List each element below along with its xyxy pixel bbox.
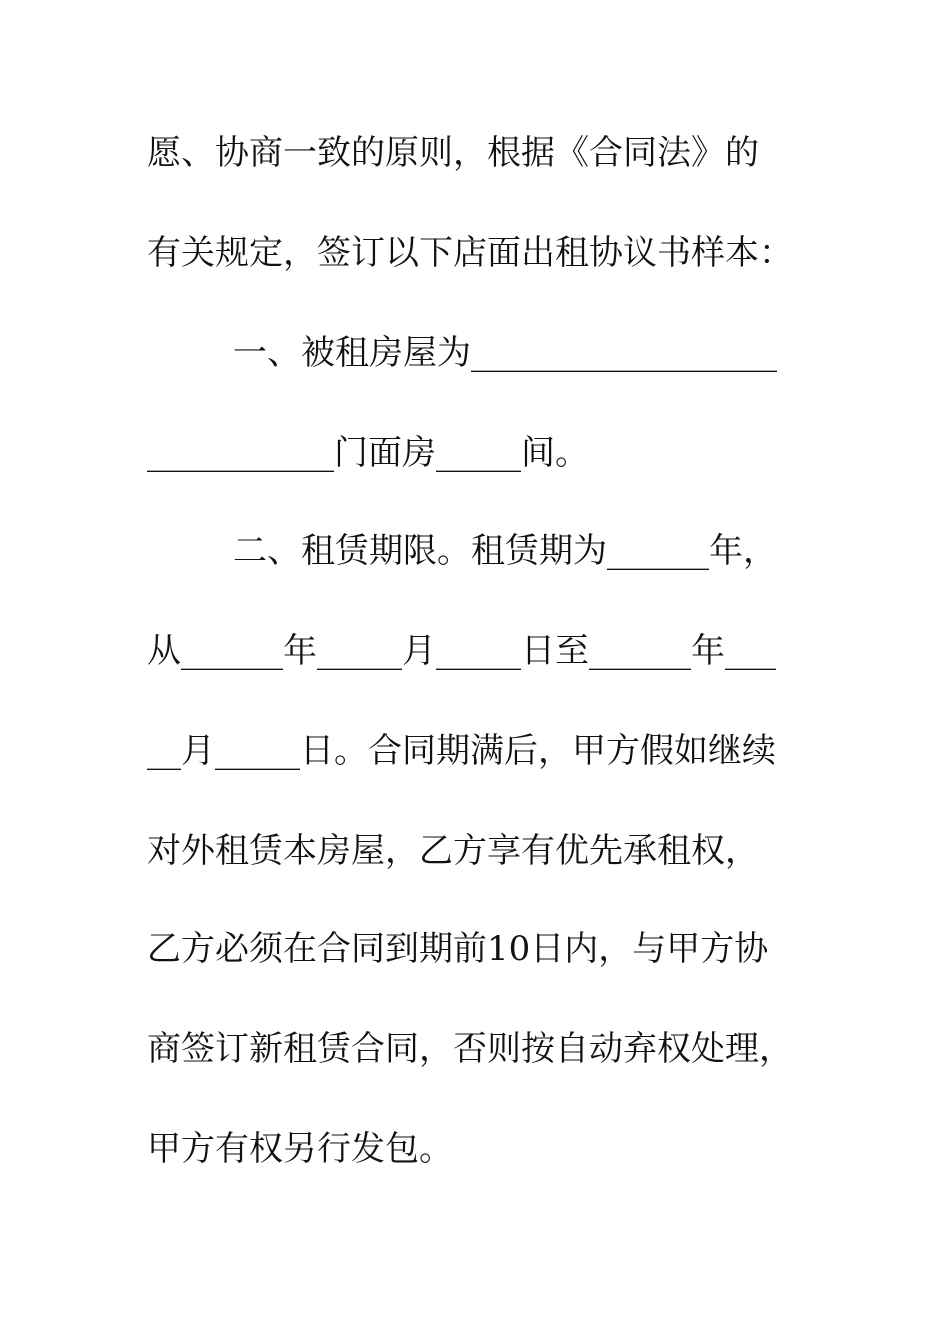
text-line-2: 有关规定，签订以下店面出租协议书样本： — [147, 233, 793, 273]
clause-2-line-3: __月_____日。合同期满后，甲方假如继续 — [147, 731, 776, 771]
clause-2-line-1: 二、租赁期限。租赁期为______年， — [233, 531, 777, 571]
clause-1-line-2: ___________门面房_____间。 — [147, 433, 589, 473]
clause-1-line-1: 一、被租房屋为__________________ — [233, 333, 777, 373]
text-line-1: 愿、协商一致的原则，根据《合同法》的 — [147, 133, 759, 173]
clause-2-line-4: 对外租赁本房屋，乙方享有优先承租权， — [147, 831, 759, 871]
clause-2-line-5: 乙方必须在合同到期前10日内，与甲方协 — [147, 929, 769, 969]
clause-2-line-6: 商签订新租赁合同，否则按自动弃权处理， — [147, 1029, 793, 1069]
clause-2-line-7: 甲方有权另行发包。 — [147, 1129, 453, 1169]
clause-2-line-2: 从______年_____月_____日至______年___ — [147, 631, 776, 671]
